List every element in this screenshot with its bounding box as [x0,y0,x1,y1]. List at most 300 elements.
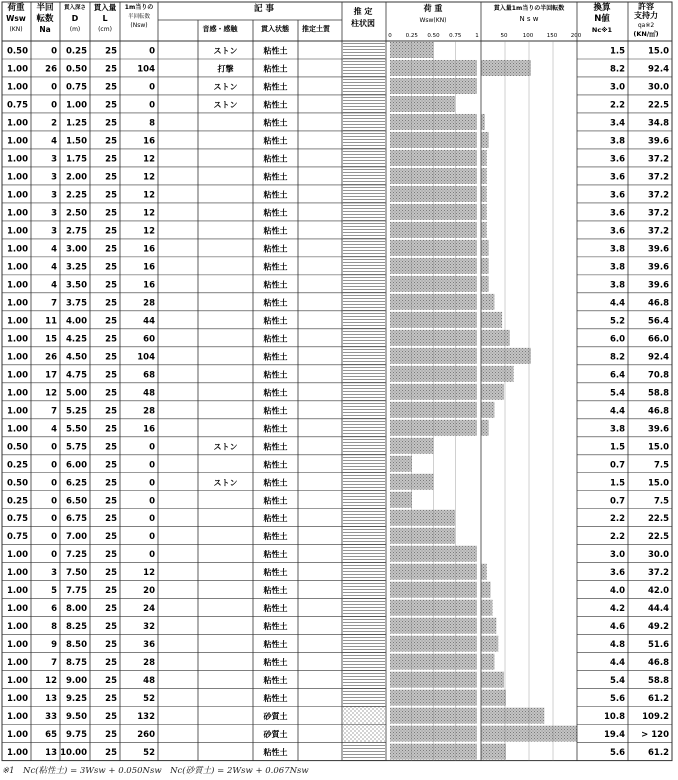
cell-l: 25 [105,568,117,579]
cell-l: 25 [105,118,117,129]
cell-nsw: 16 [143,244,155,255]
header-nvalue-sym: Nc※1 [591,26,613,34]
cell-n: 8.2 [609,352,625,363]
cell-l: 25 [105,730,117,741]
cell-l: 25 [105,460,117,471]
cell-na: 0 [51,532,57,543]
cell-d: 4.75 [66,370,87,381]
cell-l: 25 [105,154,117,165]
clay-layer [343,221,385,239]
nsw-bar [481,168,487,184]
load-bar [390,492,412,508]
cell-wsw: 0.50 [7,46,28,57]
header-nsw-chart: 貫入量1m当りの半回転数 [493,5,565,12]
cell-d: 9.25 [66,694,87,705]
cell-qa: 70.8 [648,370,669,381]
cell-n: 1.5 [609,442,625,453]
nsw-bar [481,744,506,760]
cell-wsw: 1.00 [7,406,28,417]
cell-l: 25 [105,298,117,309]
cell-nsw: 16 [143,136,155,147]
cell-soil: 砂質土 [263,712,288,722]
header-turns: 1m当りの [124,4,154,11]
cell-na: 12 [45,388,57,399]
cell-n: 3.0 [609,82,625,93]
cell-state: ストン [213,82,238,92]
table-grid [2,2,672,761]
cell-nsw: 68 [143,370,155,381]
cell-nsw: 28 [143,406,155,417]
cell-qa: 7.5 [653,460,669,471]
header-column: 推 定 [353,7,373,16]
cell-soil: 粘性土 [263,190,288,200]
nsw-bar [481,330,510,346]
clay-layer [343,365,385,383]
cell-na: 17 [45,370,57,381]
load-tick-label: 1 [475,33,479,39]
cell-wsw: 1.00 [7,658,28,669]
cell-soil: 粘性土 [263,82,288,92]
clay-layer [343,455,385,473]
cell-soil: 粘性土 [263,208,288,218]
cell-l: 25 [105,226,117,237]
cell-d: 6.75 [66,514,87,525]
chart-axis-ticks [388,33,581,39]
nsw-bar [481,186,487,202]
header-halfturns-sym: Na [39,25,51,34]
cell-wsw: 1.00 [7,748,28,759]
cell-nsw: 0 [149,460,155,471]
cell-soil: 粘性土 [263,622,288,632]
nsw-bar [481,618,496,634]
cell-na: 0 [51,460,57,471]
load-tick-label: 0.50 [427,33,440,39]
header-turns-2: 半回転数 [127,14,151,20]
cell-na: 13 [45,694,57,705]
nsw-bar [481,600,493,616]
cell-state: ストン [213,100,238,110]
cell-l: 25 [105,280,117,291]
cell-l: 25 [105,622,117,633]
cell-d: 3.75 [66,298,87,309]
header-bearing-unit: (KN/㎡) [633,30,659,38]
nsw-tick-label: 200 [570,33,582,39]
cell-n: 6.4 [609,370,625,381]
cell-qa: 37.2 [648,226,669,237]
cell-d: 8.50 [66,640,87,651]
nsw-bar [481,690,506,706]
load-tick-label: 0.75 [449,33,462,39]
cell-l: 25 [105,208,117,219]
nsw-bar [481,132,489,148]
cell-l: 25 [105,604,117,615]
header-load-sym: Wsw [6,14,26,23]
cell-na: 0 [51,82,57,93]
clay-layer [343,239,385,257]
cell-l: 25 [105,190,117,201]
cell-nsw: 48 [143,388,155,399]
cell-n: 0.7 [609,496,625,507]
nsw-bar [481,204,487,220]
cell-wsw: 1.00 [7,154,28,165]
cell-soil: 粘性土 [263,388,288,398]
clay-layer [343,149,385,167]
cell-soil: 粘性土 [263,478,288,488]
cell-na: 65 [45,730,57,741]
cell-nsw: 12 [143,190,155,201]
cell-state: 打撃 [217,64,234,74]
cell-na: 3 [51,154,57,165]
cell-wsw: 1.00 [7,622,28,633]
cell-d: 3.50 [66,280,87,291]
cell-l: 25 [105,586,117,597]
cell-nsw: 48 [143,676,155,687]
cell-n: 5.4 [609,676,625,687]
clay-layer [343,59,385,77]
cell-wsw: 1.00 [7,586,28,597]
cell-qa: 30.0 [648,82,669,93]
cell-qa: 58.8 [648,388,669,399]
cell-soil: 粘性土 [263,46,288,56]
cell-n: 3.6 [609,154,625,165]
cell-wsw: 1.00 [7,550,28,561]
cell-nsw: 0 [149,532,155,543]
cell-na: 9 [51,640,57,651]
cell-soil: 粘性土 [263,424,288,434]
cell-qa: 22.5 [648,100,669,111]
cell-nsw: 16 [143,424,155,435]
clay-layer [343,77,385,95]
cell-nsw: 16 [143,280,155,291]
clay-layer [343,131,385,149]
nsw-bar [481,366,514,382]
cell-n: 4.0 [609,586,625,597]
clay-layer [343,383,385,401]
header-halfturns-2: 転数 [36,14,54,24]
cell-d: 6.00 [66,460,87,471]
cell-nsw: 0 [149,82,155,93]
cell-na: 4 [51,244,57,255]
header-bearing: 許容 [638,2,654,11]
cell-nsw: 44 [143,316,155,327]
cell-qa: 39.6 [648,280,669,291]
header-remarks: 記 事 [254,4,274,14]
cell-d: 1.25 [66,118,87,129]
cell-wsw: 1.00 [7,190,28,201]
cell-d: 9.00 [66,676,87,687]
cell-n: 5.4 [609,388,625,399]
cell-soil: 粘性土 [263,676,288,686]
cell-d: 8.25 [66,622,87,633]
nsw-bar [481,708,544,724]
cell-na: 15 [45,334,57,345]
nsw-tick-label: 50 [500,33,508,39]
cell-qa: 46.8 [648,658,669,669]
cell-d: 9.50 [66,712,87,723]
cell-na: 0 [51,550,57,561]
header-halfturns: 半回 [36,3,54,13]
cell-d: 1.75 [66,154,87,165]
cell-na: 7 [51,406,57,417]
cell-nsw: 24 [143,604,155,615]
cell-l: 25 [105,352,117,363]
clay-layer [343,599,385,617]
clay-layer [343,185,385,203]
nsw-bar [481,654,494,670]
nsw-bar [481,564,487,580]
table-body [7,46,669,759]
header-column-2: 柱状図 [351,19,375,28]
cell-na: 0 [51,496,57,507]
nsw-bar [481,636,498,652]
cell-nsw: 104 [137,352,155,363]
cell-d: 2.25 [66,190,87,201]
cell-nsw: 260 [137,730,155,741]
cell-l: 25 [105,550,117,561]
header-load: 荷重 [7,3,25,13]
cell-nsw: 8 [149,118,155,129]
cell-d: 4.25 [66,334,87,345]
cell-qa: 22.5 [648,532,669,543]
cell-nsw: 0 [149,550,155,561]
cell-nsw: 0 [149,496,155,507]
cell-n: 10.8 [604,712,625,723]
cell-soil: 粘性土 [263,658,288,668]
cell-n: 3.6 [609,568,625,579]
cell-soil: 粘性土 [263,550,288,560]
cell-d: 4.50 [66,352,87,363]
cell-qa: 15.0 [648,46,669,57]
nsw-tick-label: 100 [522,33,534,39]
cell-wsw: 1.00 [7,694,28,705]
cell-qa: 15.0 [648,478,669,489]
cell-soil: 粘性土 [263,154,288,164]
cell-qa: 37.2 [648,154,669,165]
cell-na: 0 [51,478,57,489]
cell-l: 25 [105,334,117,345]
cell-wsw: 1.00 [7,712,28,723]
clay-layer [343,743,385,761]
load-bar [390,528,455,544]
cell-qa: 30.0 [648,550,669,561]
cell-qa: 56.4 [648,316,669,327]
cell-wsw: 0.75 [7,514,28,525]
clay-layer [343,527,385,545]
nsw-bar [481,672,504,688]
nsw-bar [481,420,489,436]
cell-nsw: 132 [137,712,155,723]
cell-n: 2.2 [609,532,625,543]
cell-nsw: 0 [149,442,155,453]
table-border [2,2,672,761]
cell-wsw: 1.00 [7,424,28,435]
cell-l: 25 [105,244,117,255]
cell-n: 5.2 [609,316,625,327]
cell-n: 3.6 [609,172,625,183]
cell-qa: 34.8 [648,118,669,129]
cell-soil: 粘性土 [263,460,288,470]
cell-soil: 粘性土 [263,244,288,254]
cell-soil: 粘性土 [263,262,288,272]
cell-wsw: 0.75 [7,100,28,111]
cell-n: 3.8 [609,424,625,435]
cell-wsw: 1.00 [7,334,28,345]
clay-layer [343,581,385,599]
cell-wsw: 1.00 [7,730,28,741]
cell-soil: 粘性土 [263,694,288,704]
cell-nsw: 0 [149,100,155,111]
cell-wsw: 1.00 [7,244,28,255]
cell-l: 25 [105,514,117,525]
nsw-bar [481,258,489,274]
cell-nsw: 32 [143,622,155,633]
header-depth: 貫入深さ [63,5,87,11]
load-tick-label: 0 [388,33,392,39]
cell-na: 3 [51,568,57,579]
table-header [6,1,659,38]
clay-layer [343,473,385,491]
cell-wsw: 1.00 [7,82,28,93]
clay-layer [343,95,385,113]
clay-layer [343,275,385,293]
clay-layer [343,563,385,581]
cell-na: 13 [45,748,57,759]
cell-wsw: 1.00 [7,118,28,129]
cell-d: 7.00 [66,532,87,543]
cell-d: 5.75 [66,442,87,453]
cell-wsw: 0.50 [7,442,28,453]
cell-nsw: 0 [149,514,155,525]
clay-layer [343,329,385,347]
cell-n: 4.4 [609,298,625,309]
nsw-bar [481,348,531,364]
cell-qa: 37.2 [648,190,669,201]
cell-na: 4 [51,136,57,147]
nsw-bar [481,384,504,400]
cell-wsw: 0.25 [7,496,28,507]
cell-l: 25 [105,442,117,453]
clay-layer [343,509,385,527]
cell-soil: 粘性土 [263,172,288,182]
cell-qa: 46.8 [648,298,669,309]
cell-d: 9.75 [66,730,87,741]
clay-layer [343,491,385,509]
cell-soil: 粘性土 [263,334,288,344]
clay-layer [343,347,385,365]
cell-d: 4.00 [66,316,87,327]
cell-qa: 22.5 [648,514,669,525]
sand-layer [343,725,385,743]
cell-na: 3 [51,172,57,183]
cell-state: ストン [213,478,238,488]
cell-wsw: 0.75 [7,532,28,543]
cell-na: 0 [51,100,57,111]
cell-l: 25 [105,694,117,705]
nsw-bar [481,222,487,238]
cell-n: 4.6 [609,622,625,633]
cell-d: 3.00 [66,244,87,255]
cell-d: 0.50 [66,64,87,75]
cell-qa: 51.6 [648,640,669,651]
nsw-tick-label: 150 [546,33,558,39]
cell-wsw: 1.00 [7,298,28,309]
cell-l: 25 [105,100,117,111]
cell-n: 4.2 [609,604,625,615]
cell-soil: 粘性土 [263,568,288,578]
cell-wsw: 1.00 [7,640,28,651]
cell-l: 25 [105,640,117,651]
chart-bars [390,42,577,760]
cell-l: 25 [105,82,117,93]
header-load-chart: 荷 重 [423,4,443,13]
cell-nsw: 36 [143,640,155,651]
cell-na: 8 [51,622,57,633]
cell-soil: 粘性土 [263,640,288,650]
cell-qa: 42.0 [648,586,669,597]
header-pen: 貫入量 [93,3,117,12]
clay-layer [343,671,385,689]
header-nsw-chart-sym: N s w [519,15,539,23]
clay-layer [343,41,385,59]
cell-soil: 粘性土 [263,370,288,380]
cell-d: 2.00 [66,172,87,183]
cell-qa: 44.4 [648,604,669,615]
cell-qa: 109.2 [642,712,669,723]
cell-l: 25 [105,172,117,183]
sand-layer [343,707,385,725]
cell-qa: 39.6 [648,262,669,273]
load-bar [390,510,455,526]
cell-na: 26 [45,64,57,75]
cell-nsw: 28 [143,298,155,309]
cell-d: 5.50 [66,424,87,435]
cell-state: ストン [213,442,238,452]
cell-d: 8.00 [66,604,87,615]
cell-l: 25 [105,262,117,273]
cell-na: 6 [51,604,57,615]
header-bearing-sym: qa※2 [637,22,655,29]
header-pen-state: 貫入状態 [261,25,289,33]
cell-nsw: 60 [143,334,155,345]
cell-soil: 粘性土 [263,748,288,758]
cell-d: 6.50 [66,496,87,507]
header-depth-sym: D [71,14,79,23]
clay-layer [343,257,385,275]
cell-d: 5.25 [66,406,87,417]
cell-nsw: 12 [143,568,155,579]
cell-wsw: 1.00 [7,568,28,579]
cell-n: 4.4 [609,658,625,669]
cell-nsw: 12 [143,172,155,183]
cell-qa: 39.6 [648,244,669,255]
cell-soil: 粘性土 [263,496,288,506]
cell-n: 4.4 [609,406,625,417]
cell-nsw: 16 [143,262,155,273]
cell-na: 7 [51,658,57,669]
cell-wsw: 1.00 [7,316,28,327]
cell-wsw: 1.00 [7,280,28,291]
cell-l: 25 [105,64,117,75]
cell-l: 25 [105,316,117,327]
cell-n: 3.8 [609,262,625,273]
nsw-bar [481,402,494,418]
cell-na: 2 [51,118,57,129]
cell-n: 3.0 [609,550,625,561]
cell-nsw: 104 [137,64,155,75]
cell-wsw: 1.00 [7,262,28,273]
cell-wsw: 1.00 [7,352,28,363]
cell-wsw: 1.00 [7,676,28,687]
